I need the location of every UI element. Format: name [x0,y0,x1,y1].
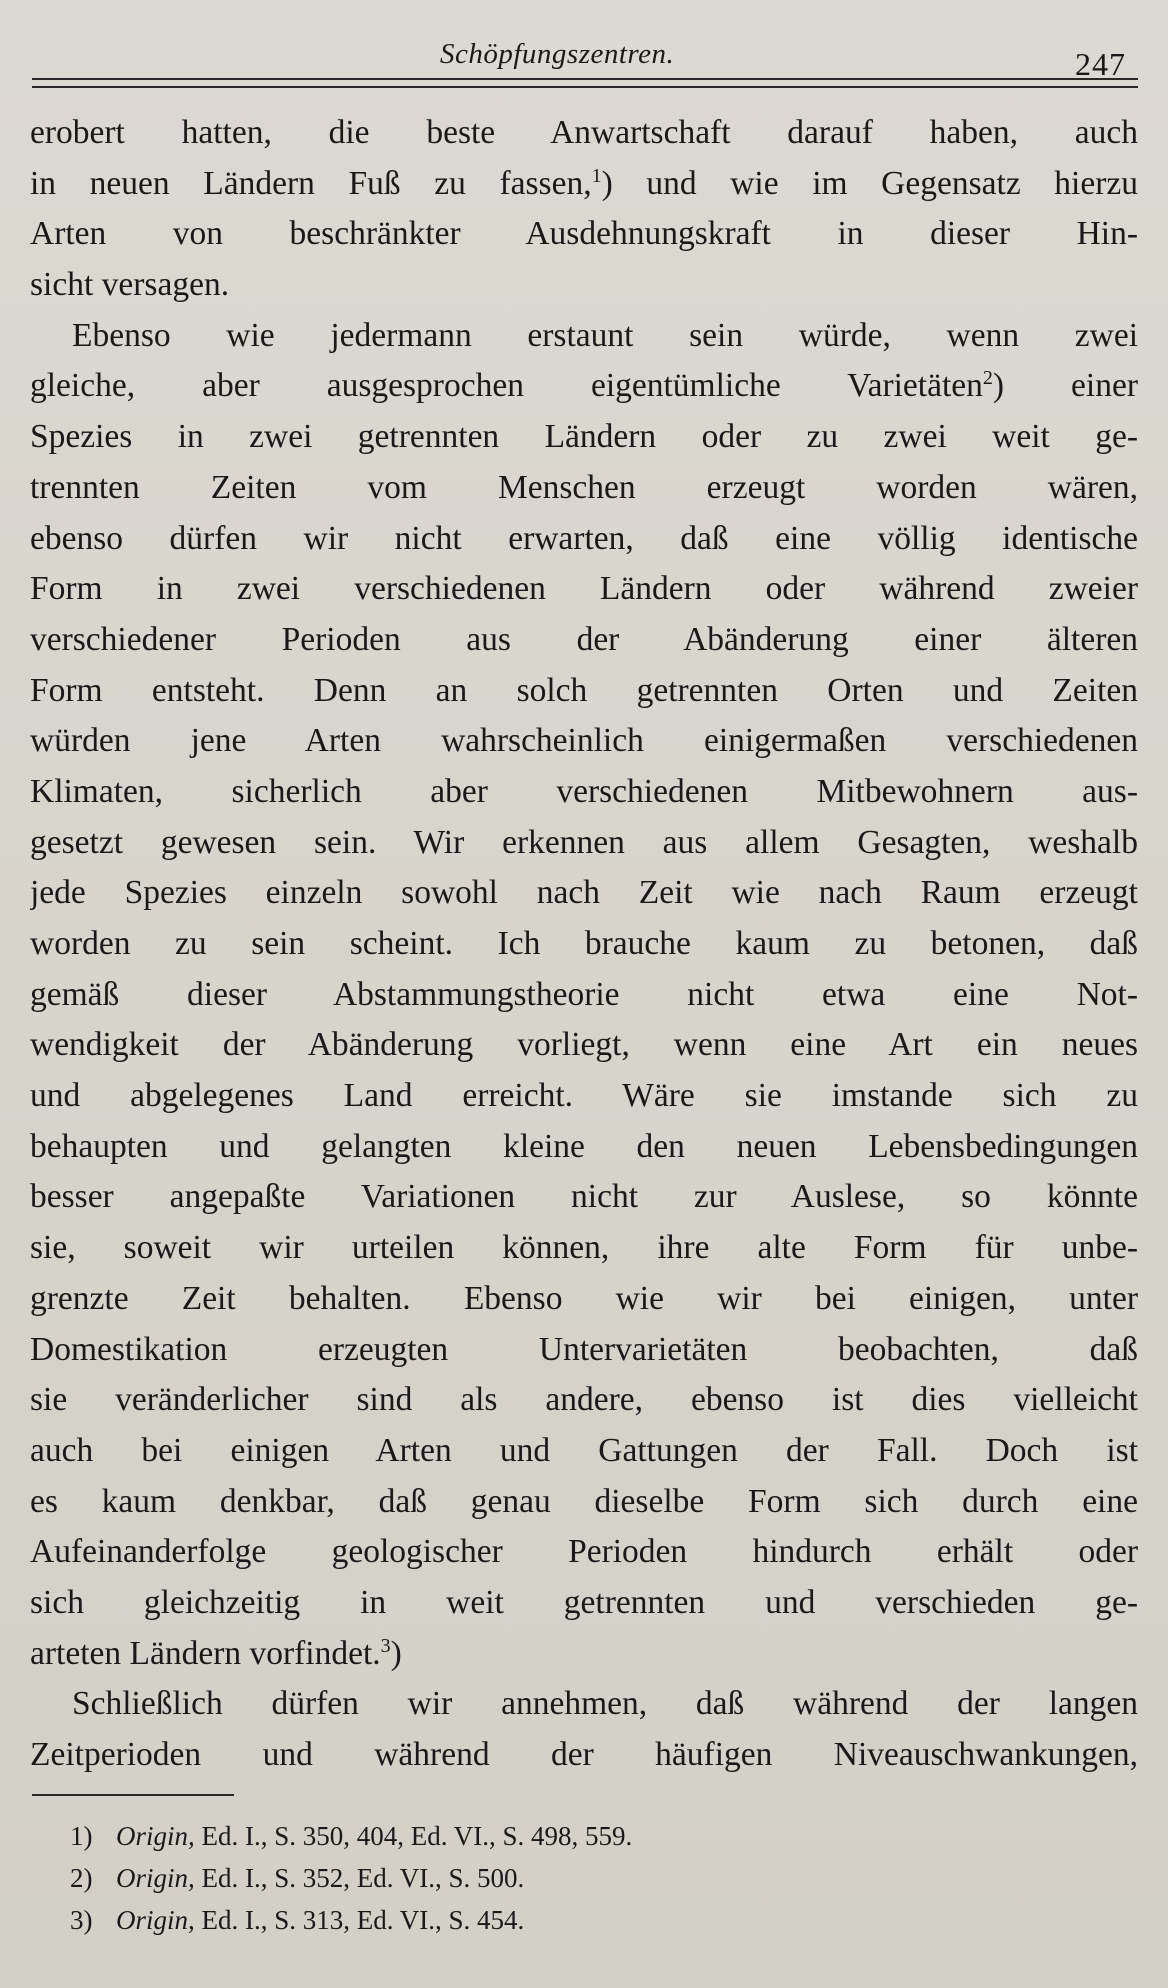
text-line-content: in neuen Ländern Fuß zu fassen, [30,164,592,202]
text-line-content: Arten von beschränkter Ausdehnungskraft in dieser Hin- [30,215,1138,253]
text-line [30,209,1138,260]
text-line [30,1578,1138,1629]
text-line-content: Spezies in zwei getrennten Ländern oder zu zwei weit ge- [30,418,1138,456]
text-line-content: Aufeinanderfolge geologischer Perioden hindurch erhält oder [30,1533,1138,1571]
text-line-content: worden zu sein scheint. Ich brauche kaum zu betonen, daß [30,925,1138,962]
text-line-continuation: ) und wie im Gegensatz hierzu [601,164,1138,202]
text-line-content: jede Spezies einzeln sowohl nach Zeit wie nach Raum erzeugt [30,874,1138,912]
text-line [30,1122,1138,1173]
footnote-mark: 3) [70,1905,93,1935]
text-line-continuation: ) einer [992,367,1138,405]
text-line [30,970,1138,1021]
text-line [30,463,1138,514]
header-double-rule [32,78,1138,88]
text-line-content: Ebenso wie jedermann erstaunt sein würde, wenn zwei [72,316,1138,354]
text-line [30,1477,1138,1528]
footnote-work-title: Origin, [116,1905,195,1935]
text-line-content: auch bei einigen Arten und Gattungen der Fall. Doch ist [30,1431,1138,1469]
text-line-content: arteten Ländern vorfindet. [30,1634,381,1672]
text-line [30,1071,1138,1122]
text-line [30,666,1138,717]
text-line-content: sie, soweit wir urteilen können, ihre alte Form für unbe- [30,1229,1138,1267]
footnotes [70,1815,970,1941]
text-line [30,514,1138,565]
text-line [30,1274,1138,1325]
text-line [30,919,1138,970]
footnote-mark: 2) [70,1863,93,1893]
text-line-content: sicht versagen. [30,266,230,304]
text-line-content: Form entsteht. Denn an solch getrennten Orten und Zeiten [30,671,1138,709]
text-line [30,1527,1138,1578]
text-line-content: erobert hatten, die beste Anwartschaft darauf haben, auch [30,114,1138,151]
footnote-reference: 1 [591,164,602,187]
footnote [70,1857,970,1899]
text-line-content: Zeitperioden und während der häufigen Niveauschwankungen, [30,1736,1138,1773]
footnote-reference-text: Ed. I., S. 352, Ed. VI., S. 500. [201,1863,525,1893]
text-line [30,311,1138,362]
text-line-content: Schließlich dürfen wir annehmen, daß während der langen [72,1685,1138,1723]
text-line [30,1679,1138,1730]
footnote [70,1899,970,1941]
text-line-content: gleiche, aber ausgesprochen eigentümliche Varietäten [30,367,983,405]
text-line-content: Klimaten, sicherlich aber verschiedenen Mitbewohnern aus- [30,772,1138,810]
text-line [30,1172,1138,1223]
text-line-content: würden jene Arten wahrscheinlich einigermaßen verschiedenen [30,722,1138,760]
text-line [30,716,1138,767]
footnote-reference-text: Ed. I., S. 350, 404, Ed. VI., S. 498, 559. [201,1821,633,1851]
footnote [70,1815,970,1857]
text-line-content: Form in zwei verschiedenen Ländern oder während zweier [30,570,1138,608]
text-line-content: gesetzt gewesen sein. Wir erkennen aus allem Gesagten, weshalb [30,823,1138,861]
footnote-work-title: Origin, [116,1863,195,1893]
text-line [30,767,1138,818]
text-line [30,615,1138,666]
text-line [30,260,1138,311]
page-number: 247 [1075,46,1126,82]
footnote-mark: 1) [70,1821,93,1851]
text-line [30,1223,1138,1274]
text-line [30,1730,1138,1781]
text-line [30,108,1138,159]
body-text [30,108,1138,1781]
text-line-content: verschiedener Perioden aus der Abänderung einer älteren [30,620,1138,658]
text-line [30,361,1138,412]
footnote-rule [32,1794,234,1796]
text-line-content: trennten Zeiten vom Menschen erzeugt worden wären, [30,468,1138,506]
footnote-work-title: Origin, [116,1821,195,1851]
text-line-content: gemäß dieser Abstammungstheorie nicht etwa eine Not- [30,975,1138,1013]
text-line [30,1426,1138,1477]
text-line-content: sich gleichzeitig in weit getrennten und verschieden ge- [30,1583,1138,1621]
text-line-content: grenzte Zeit behalten. Ebenso wie wir bei einigen, unter [30,1279,1138,1317]
text-line-continuation: ) [390,1634,402,1672]
text-line [30,818,1138,869]
text-line [30,412,1138,463]
text-line-content: behaupten und gelangten kleine den neuen Lebensbedingungen [30,1127,1138,1165]
text-line [30,1020,1138,1071]
text-line [30,868,1138,919]
text-line-content: ebenso dürfen wir nicht erwarten, daß eine völlig identische [30,519,1138,557]
text-line-content: wendigkeit der Abänderung vorliegt, wenn eine Art ein neues [30,1026,1138,1064]
footnote-reference: 3 [380,1634,391,1657]
text-line-content: besser angepaßte Variationen nicht zur Auslese, so könnte [30,1178,1138,1216]
running-title: Schöpfungszentren. [440,38,675,70]
text-line [30,564,1138,615]
text-line-content: sie veränderlicher sind als andere, ebenso ist dies vielleicht [30,1381,1138,1419]
footnote-reference: 2 [982,367,993,390]
text-line-content: Domestikation erzeugten Untervarietäten beobachten, daß [30,1330,1138,1368]
text-line-content: es kaum denkbar, daß genau dieselbe Form sich durch eine [30,1482,1138,1520]
footnote-reference-text: Ed. I., S. 313, Ed. VI., S. 454. [201,1905,525,1935]
text-line-content: und abgelegenes Land erreicht. Wäre sie imstande sich zu [30,1077,1138,1115]
text-line [30,1375,1138,1426]
text-line [30,1629,1138,1680]
text-line [30,1325,1138,1376]
text-line [30,159,1138,210]
